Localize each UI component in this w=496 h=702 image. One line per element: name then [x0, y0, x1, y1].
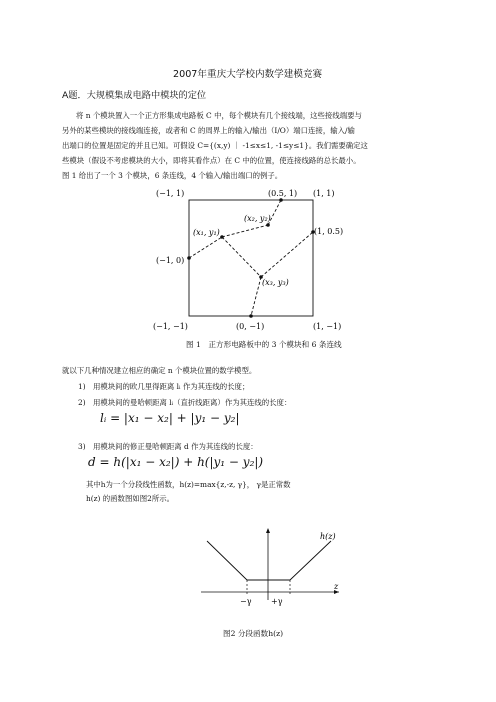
section-heading: A题．大规模集成电路中模块的定位 [62, 90, 207, 101]
module3-label: (x₃, y₃) [262, 278, 289, 287]
h-description-2: h(z) 的函数图如图2所示。 [86, 494, 174, 503]
formula-modified-manhattan: d = h(|x₁ − x₂|) + h(|y₁ − y₂|) [88, 455, 264, 469]
h-axis-label: h(z) [320, 532, 336, 541]
intro-line-3: 出端口的位置是固定的并且已知。可假设 C={(x,y) ｜ -1≤x≤1, -1≤y≤1}。我们需要确定这 [62, 141, 368, 150]
model-item-1: 1) 用模块间的欧几里得距离 lᵢ 作为其连线的长度； [78, 382, 250, 391]
model-item-3: 3) 用模块间的修正曼哈顿距离 d 作为其连线的长度： [78, 442, 258, 451]
tick-label-pos-gamma: +γ [271, 597, 283, 606]
h-description-1: 其中h为一个分段线性函数，h(z)=max{z,-z, γ}， γ是正常数 [86, 480, 291, 489]
model-item-2: 2) 用模块间的曼哈顿距离 lᵢ（直折线距离）作为其连线的长度： [78, 398, 292, 407]
z-axis-label: z [334, 582, 339, 591]
figure2-caption: 图2 分段函数h(z) [223, 629, 284, 638]
module2-label: (x₂, y₂) [244, 214, 271, 223]
intro-line-4: 些模块（假设不考虑模块的大小，即将其看作点）在 C 中的位置，使连接线路的总长最小。 [62, 156, 361, 165]
corner-label-bottom-left: (−1, −1) [153, 322, 188, 331]
h-function-curve [207, 541, 331, 580]
formula-manhattan: lᵢ = |x₁ − x₂| + |y₁ − y₂| [100, 411, 240, 425]
intro-line-1: 将 n 个模块置入一个正方形集成电路板 C 中，每个模块有几个接线端，这些接线端要与 [76, 111, 362, 120]
figure1-caption: 图 1 正方形电路板中的 3 个模块和 6 条连线 [186, 340, 342, 349]
port-label-left: (−1, 0) [156, 256, 185, 265]
intro-line-5: 图 1 给出了一个 3 个模块，6 条连线，4 个输入/输出端口的例子。 [62, 171, 283, 180]
port-label-bottom: (0, −1) [236, 322, 265, 331]
corner-label-top-left: (−1, 1) [156, 189, 185, 198]
tick-label-neg-gamma: −γ [240, 597, 252, 606]
corner-label-top-right: (1, 1) [313, 189, 335, 198]
module1-label: (x₁, y₁) [193, 228, 220, 237]
models-intro: 就以下几种情况建立相应的确定 n 个模块位置的数学模型。 [62, 366, 257, 375]
port-label-right: (1, 0.5) [314, 227, 344, 236]
corner-label-bottom-right: (1, −1) [313, 322, 342, 331]
page-title: 2007年重庆大学校内数学建模竞赛 [173, 69, 323, 80]
intro-line-2: 另外的某些模块的接线端连接，或者和 C 的周界上的输入/输出（I/O）端口连接，输入/输 [62, 126, 355, 135]
port-label-top: (0.5, 1) [268, 189, 298, 198]
